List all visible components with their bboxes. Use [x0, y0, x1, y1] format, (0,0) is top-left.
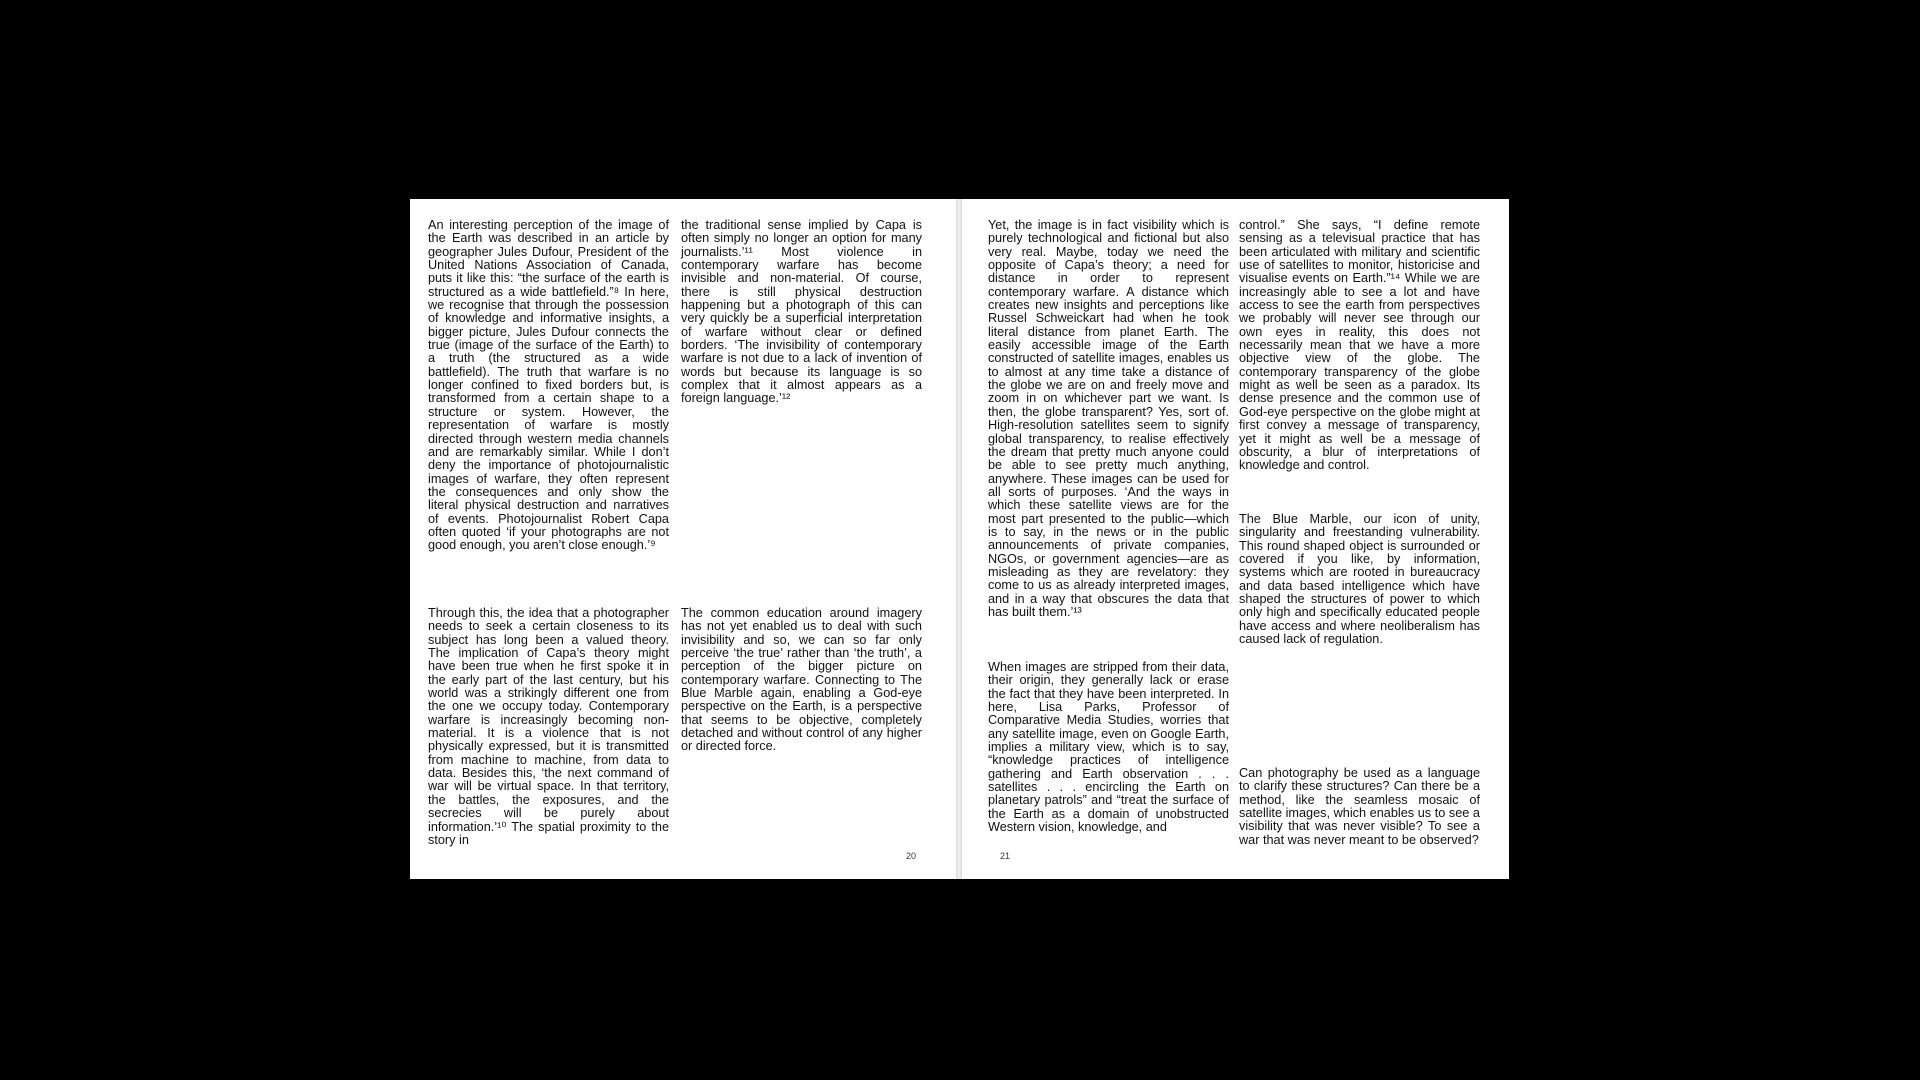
left-col1-bottom-text: Through this, the idea that a photographer needs to seek a certain closeness to its subject has long been a valued theory. The implication of Capa’s theory might have been true when he first spoke it in the early part of the last century, but his world was a strikingly different one from the one we occupy today. Contemporary warfare is increasingly becoming non-material. It is a violence that is not physically expressed, but it is transmitted from machine to machine, from data to data. Besides this, ‘the next command of war will be virtual space. In that territory, the battles, the exposures, and the secrecies will be purely about information.’¹⁰ The spatial proximity to the story in [428, 606, 669, 847]
page-number-right: 21 [1000, 851, 1011, 861]
left-col1-top-text: An interesting perception of the image of the Earth was described in an article by geographer Jules Dufour, President of the United Nations Association of Canada, puts it like this: “the surface of the earth is structured as a wide battlefield.”⁸ In here, we recognise that through the possession of knowledge and informative insights, a bigger picture, Jules Dufour connects the true (image of the surface of the Earth) to a truth (the structured as a wide battlefield). The truth that warfare is no longer confined to fixed borders but, is transformed from a certain shape to a structure or system. However, the representation of warfare is mostly directed through western media channels and are remarkably similar. While I don’t deny the importance of photojournalistic images of warfare, they often represent the consequences and only show the literal physical destruction and narratives of events. Photojournalist Robert Capa often quoted ‘if your photographs are not good enough, you aren’t close enough.’⁹ [428, 218, 669, 553]
left-col2-bottom-text: The common education around imagery has not yet enabled us to deal with such invisibility and so, we can so far only perceive ‘the true’ rather than ‘the truth’, a perception of the bigger picture on contemporary warfare. Connecting to The Blue Marble again, enabling a God-eye perspective on the Earth, is a perspective that seems to be objective, completely detached and without control of any higher or directed force. [681, 606, 922, 754]
left-page [410, 199, 956, 879]
left-col2-top-text: the traditional sense implied by Capa is often simply no longer an option for many journalists.’¹¹ Most violence in contemporary warfare has become invisible and non-material. Of course, there is still physical destruction happening but a photograph of this can very quickly be a superficial interpretation of warfare without clear or defined borders. ‘The invisibility of contemporary warfare is not due to a lack of invention of words but because its language is so complex that it almost appears as a foreign language.’¹² [681, 218, 922, 406]
right-col2-top-text: control.” She says, “I define remote sensing as a televisual practice that has been articulated with military and scientific use of satellites to monitor, historicise and visualise events on Earth.”¹⁴ While we are increasingly able to see a lot and have access to see the earth from perspectives we probably will never see through our own eyes in reality, this does not necessarily mean that we have a more objective view of the globe. The contemporary transparency of the globe might as well be seen as a paradox. Its dense presence and the common use of God-eye perspective on the globe might at first convey a message of transparency, yet it might as well be a message of obscurity, a blur of interpretations of knowledge and control. [1239, 218, 1480, 473]
right-col2-middle-text: The Blue Marble, our icon of unity, singularity and freestanding vulnerability. This round shaped object is surrounded or covered if you like, by information, systems which are rooted in bureaucracy and data based intelligence which have shaped the structures of power to which only high and specifically educated people have access and where neoliberalism has caused lack of regulation. [1239, 512, 1480, 647]
page-number-left: 20 [906, 851, 917, 861]
right-col1-top-text: Yet, the image is in fact visibility which is purely technological and fictional but also very real. Maybe, today we need the opposite of Capa’s theory; a need for distance in order to represent contemporary warfare. A distance which creates new insights and perceptions like Russel Schweickart had when he took literal distance from planet Earth. The easily accessible image of the Earth constructed of satellite images, enables us to almost at any time take a distance of the globe we are on and freely move and zoom in on whichever part we want. Is then, the globe transparent? Yes, sort of. High-resolution satellites seem to signify global transparency, to realise effectively the dream that pretty much anyone could be able to see pretty much anything, anywhere. These images can be used for all sorts of purposes. ‘And the ways in which these satellite views are for the most part presented to the public—which is to say, in the news or in the public announcements of private companies, NGOs, or government agencies—are as misleading as they are revelatory: they come to us as already interpreted images, and in a way that obscures the data that has built them.’¹³ [988, 218, 1229, 619]
right-col1-bottom-text: When images are stripped from their data, their origin, they generally lack or erase the fact that they have been interpreted. In here, Lisa Parks, Professor of Comparative Media Studies, worries that any satellite image, even on Google Earth, implies a military view, which is to say, “knowledge practices of intelligence gathering and Earth observation . . . satellites . . . encircling the Earth on planetary patrols” and “treat the surface of the Earth as a domain of unobstructed Western vision, knowledge, and [988, 660, 1229, 835]
book-spread [410, 199, 1509, 879]
right-col2-bottom-text: Can photography be used as a language to clarify these structures? Can there be a method, like the seamless mosaic of satellite images, which enables us to see a visibility that was never visible? To see a war that was never meant to be observed? [1239, 766, 1480, 847]
right-page [962, 199, 1509, 879]
